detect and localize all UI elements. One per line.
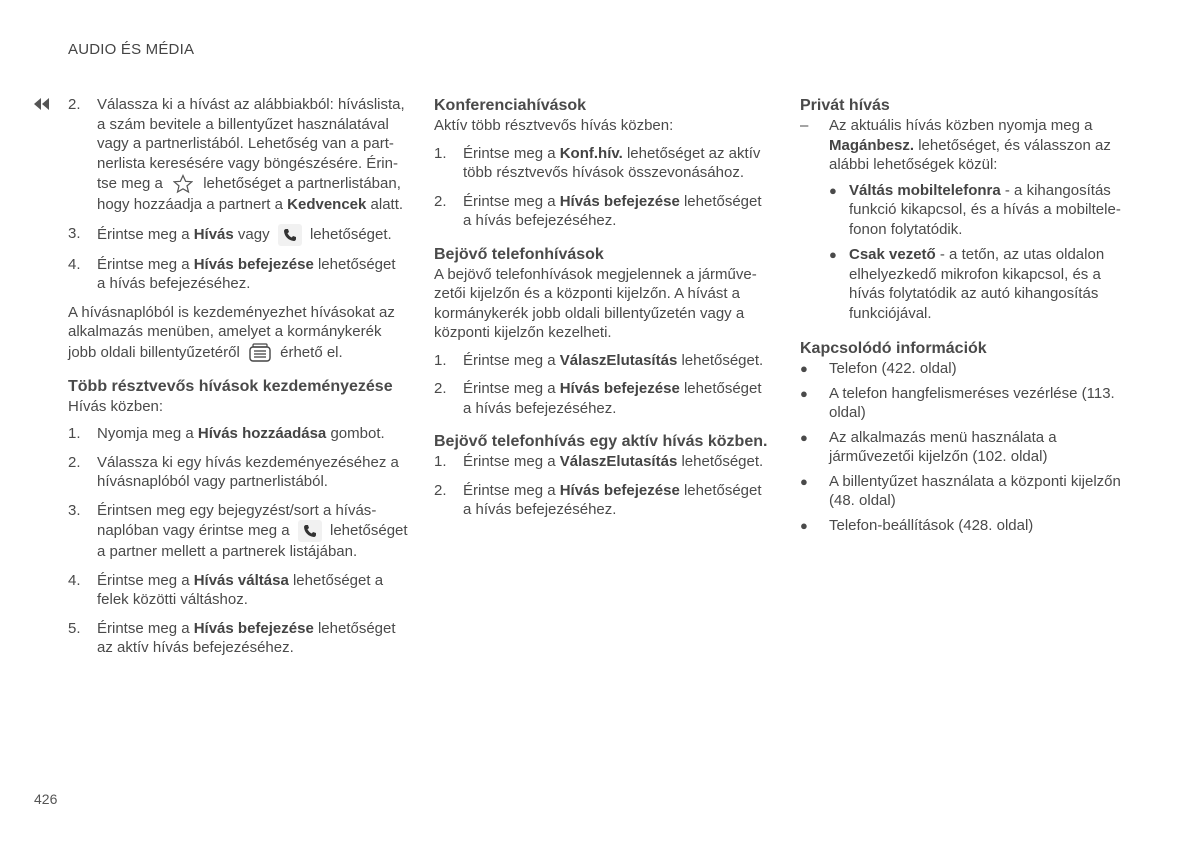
section-heading: Privát hívás	[800, 97, 890, 114]
section-heading: Konferenciahívások	[434, 97, 587, 114]
related-link[interactable]: ● Az alkalmazás menü használata a járművezetői kijelzőn (102. oldal)	[800, 428, 1057, 465]
column-left	[68, 95, 408, 667]
related-link[interactable]: ● A telefon hangfelismeréses vezérlése (113. oldal)	[800, 384, 1115, 421]
list-item: 2. Válassza ki egy hívás kezdeményezéséhez a hívásnaplóból vagy partnerlistából.	[68, 453, 399, 490]
list-item: 5. Érintse meg a Hívás befejezése lehetőséget az aktív hívás befejezéséhez.	[68, 619, 396, 656]
list-item: 1. Érintse meg a VálaszElutasítás lehetőséget.	[434, 351, 764, 369]
list-item: 2. Érintse meg a Hívás befejezése lehetőséget a hívás befejezéséhez.	[434, 481, 762, 518]
section-header: AUDIO ÉS MÉDIA	[68, 41, 195, 58]
section-heading: Kapcsolódó információk	[800, 340, 987, 357]
list-item: 3. Érintsen meg egy bejegyzést/sort a hívásnaplóban vagy érintse meg a lehetőséget a partner mellett a partnerek listájában.	[68, 501, 408, 560]
section-intro: Hívás közben:	[68, 397, 164, 415]
phone-icon	[298, 520, 322, 542]
page-number: 426	[34, 791, 58, 807]
sub-bullet-item: ● Váltás mobiltelefonra - a kihangosítás funkció kikapcsol, és a hívás a mobiltelefonon folytatódik.	[829, 181, 1121, 238]
list-item: 4. Érintse meg a Hívás befejezése lehetőséget a hívás befejezéséhez.	[68, 255, 396, 292]
star-icon	[171, 173, 195, 195]
list-item: 2. Érintse meg a Hívás befejezése lehetőséget a hívás befejezéséhez.	[434, 380, 762, 417]
column-right	[800, 95, 1140, 540]
section-heading: Bejövő telefonhívás egy aktív hívás közben.	[434, 433, 768, 450]
list-item: 1. Érintse meg a VálaszElutasítás lehetőséget.	[434, 453, 764, 470]
list-item: 2. Érintse meg a Hívás befejezése lehetőséget a hívás befejezéséhez.	[434, 192, 762, 229]
list-item: 1. Nyomja meg a Hívás hozzáadása gombot.	[68, 425, 385, 442]
paragraph: A hívásnaplóból is kezdeményezhet hívásokat az alkalmazás menüben, amelyet a kormánykerék jobb oldali billentyűzetéről érhető el.	[68, 303, 408, 364]
app-menu-icon	[248, 342, 272, 364]
phone-icon	[278, 224, 302, 246]
related-link[interactable]: ● Telefon (422. oldal)	[800, 360, 957, 377]
section-intro: Aktív több résztvevős hívás közben:	[434, 117, 674, 134]
related-link[interactable]: ● Telefon-beállítások (428. oldal)	[800, 516, 1034, 534]
list-item: 2. Válassza ki a hívást az alábbiakból: híváslista, a szám bevitele a billentyűzet használatával vagy a partnerlistából. Lehetőség van a partnerlista keresésére vagy böngészésére. Érintse meg a lehetőséget a partnerlistában, hogy hozzáadja a partnert a Kedvencek alatt.	[68, 96, 405, 213]
related-link[interactable]: ● A billentyűzet használata a központi kijelzőn (48. oldal)	[800, 472, 1121, 509]
list-item: 1. Érintse meg a Konf.hív. lehetőséget az aktív több résztvevős hívások összevonásához.	[434, 144, 761, 181]
column-middle	[434, 95, 769, 529]
list-item: 3. Érintse meg a Hívás vagy lehetőséget.	[68, 224, 408, 246]
section-heading: Bejövő telefonhívások	[434, 245, 604, 263]
dash-item: – Az aktuális hívás közben nyomja meg a Magánbesz. lehetőséget, és válasszon az alábbi lehetőségek közül: ● Váltás mobiltelefonra - a kihangosítás funkció kikapcsol, és a hívás a mobiltelefonon folytatódik. ● Csak vezető - a tetőn, az utas oldalon elhelyezkedő mikrofon kikapcsol, és a hívás folytatódik az autó kihangosítás funkciójával.	[800, 116, 1140, 323]
continued-arrows-icon	[34, 97, 50, 117]
section-heading: Több résztvevős hívások kezdeményezése	[68, 377, 393, 395]
list-item: 4. Érintse meg a Hívás váltása lehetőséget a felek közötti váltáshoz.	[68, 571, 384, 608]
sub-bullet-item: ● Csak vezető - a tetőn, az utas oldalon elhelyezkedő mikrofon kikapcsol, és a hívás folytatódik az autó kihangosítás funkciójával.	[829, 246, 1105, 322]
paragraph: A bejövő telefonhívások megjelennek a járművezetői kijelzőn és a központi kijelzőn. A hívást a kormánykerék jobb oldali billentyűzetén vagy a központi kijelzőn kezelheti.	[434, 265, 757, 341]
